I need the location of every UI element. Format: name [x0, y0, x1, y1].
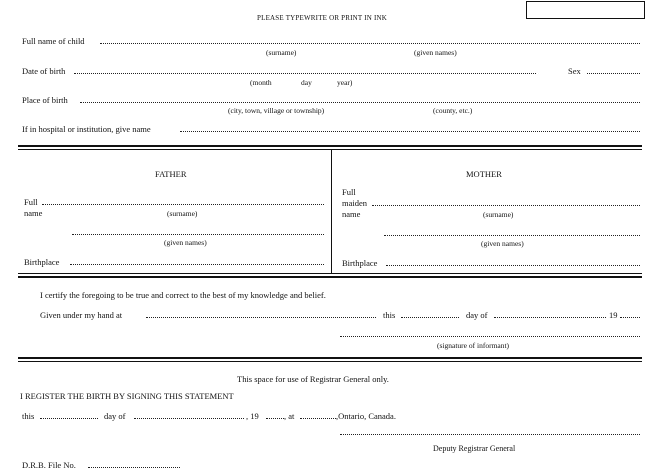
parents-top-rule	[18, 145, 642, 147]
cert-day-of-label: day of	[466, 310, 488, 320]
mother-heading: MOTHER	[466, 169, 502, 179]
mother-given-names-field[interactable]	[384, 229, 640, 236]
mother-surname-caption: (surname)	[483, 210, 514, 219]
mother-given-names-caption: (given names)	[481, 239, 524, 248]
reg-at-label: , at	[284, 411, 295, 421]
registrar-note: This space for use of Registrar General only.	[237, 374, 389, 384]
sex-field[interactable]	[587, 67, 640, 74]
parents-bottom-rule-2	[18, 276, 642, 278]
reg-location: ,Ontario, Canada.	[336, 411, 396, 421]
father-birthplace-field[interactable]	[70, 258, 324, 265]
given-under-label: Given under my hand at	[40, 310, 123, 320]
father-birthplace-label: Birthplace	[24, 257, 60, 267]
informant-signature-caption: (signature of informant)	[437, 341, 510, 350]
office-use-box	[526, 1, 645, 19]
reg-day-of-label: day of	[104, 411, 126, 421]
certification-statement: I certify the foregoing to be true and correct to the best of my knowledge and belief.	[40, 290, 326, 300]
hospital-label: If in hospital or institution, give name	[22, 124, 151, 134]
mother-surname-field[interactable]	[372, 199, 640, 206]
mother-maiden-label: maiden	[342, 198, 368, 208]
mother-full-label: Full	[342, 187, 356, 197]
place-of-birth-label: Place of birth	[22, 95, 68, 105]
reg-month-field[interactable]	[134, 412, 244, 419]
dob-month-caption: (month	[250, 78, 272, 87]
file-no-field[interactable]	[88, 461, 180, 468]
reg-place-field[interactable]	[300, 412, 336, 419]
registrar-signature-caption: Deputy Registrar General	[433, 444, 516, 453]
cert-this-label: this	[383, 310, 396, 320]
file-no-label: D.R.B. File No.	[22, 460, 76, 470]
cert-month-field[interactable]	[494, 311, 606, 318]
mother-birthplace-field[interactable]	[386, 259, 640, 266]
dob-year-caption: year)	[337, 78, 353, 87]
parents-divider	[331, 149, 332, 273]
reg-year-field[interactable]	[266, 412, 284, 419]
mother-birthplace-label: Birthplace	[342, 258, 378, 268]
father-surname-caption: (surname)	[167, 209, 198, 218]
place-of-birth-field[interactable]	[80, 96, 640, 103]
reg-this-label: this	[22, 411, 35, 421]
registrar-top-rule-2	[18, 361, 642, 362]
child-name-label: Full name of child	[22, 36, 85, 46]
parents-top-rule-2	[18, 149, 642, 150]
dob-label: Date of birth	[22, 66, 66, 76]
father-full-label: Full	[24, 197, 38, 207]
registrar-top-rule	[18, 357, 642, 359]
father-surname-field[interactable]	[42, 198, 324, 205]
child-name-field[interactable]	[100, 37, 640, 44]
cert-day-field[interactable]	[401, 311, 459, 318]
registrar-heading: I REGISTER THE BIRTH BY SIGNING THIS STATEMENT	[20, 391, 234, 401]
father-given-names-field[interactable]	[72, 228, 324, 235]
place-caption: (city, town, village or township)	[228, 106, 325, 115]
cert-year-prefix: 19	[609, 310, 618, 320]
sex-label: Sex	[568, 66, 581, 76]
parents-bottom-rule	[18, 273, 642, 274]
child-surname-caption: (surname)	[266, 48, 297, 57]
informant-signature-field[interactable]	[340, 330, 640, 337]
reg-day-field[interactable]	[40, 412, 98, 419]
instruction-text: PLEASE TYPEWRITE OR PRINT IN INK	[257, 14, 388, 22]
mother-name-label: name	[342, 209, 361, 219]
cert-year-field[interactable]	[620, 311, 640, 318]
hospital-field[interactable]	[180, 125, 640, 132]
reg-year-prefix: , 19	[246, 411, 259, 421]
father-name-label: name	[24, 208, 43, 218]
registrar-signature-field[interactable]	[340, 428, 640, 435]
father-given-names-caption: (given names)	[164, 238, 207, 247]
child-given-names-caption: (given names)	[414, 48, 457, 57]
father-heading: FATHER	[155, 169, 187, 179]
dob-day-caption: day	[301, 78, 312, 87]
given-at-field[interactable]	[146, 311, 376, 318]
dob-field[interactable]	[74, 67, 536, 74]
county-caption: (county, etc.)	[433, 106, 473, 115]
